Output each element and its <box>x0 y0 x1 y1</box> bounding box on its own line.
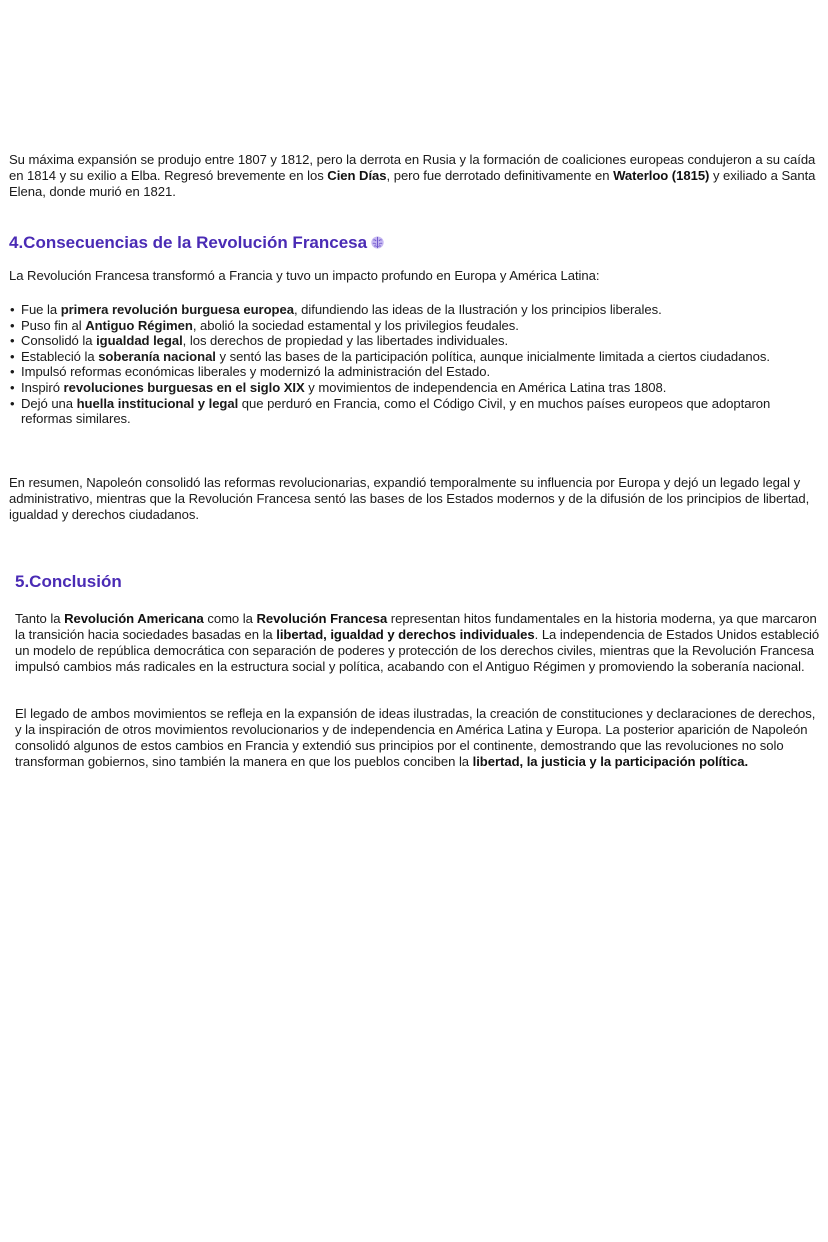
bold-libertad-igualdad: libertad, igualdad y derechos individuales <box>276 627 535 642</box>
bullet-dot: • <box>10 364 15 380</box>
list-item: • Impulsó reformas económicas liberales y modernizó la administración del Estado. <box>10 364 491 380</box>
bullet-dot: • <box>10 302 15 317</box>
bullet-dot: • <box>10 348 15 364</box>
intro-bold-cien-dias: Cien Días <box>327 168 387 183</box>
list-item: • Dejó una huella institucional y legal que perduró en Francia, como el Código Civil, y en muchos países europeos que adoptaron reformas similares. <box>10 395 771 427</box>
brain-icon <box>370 235 385 250</box>
section-4-heading <box>9 232 385 254</box>
section-4-summary <box>9 475 821 523</box>
section-4-heading-text: 4.Consecuencias de la Revolución Francesa <box>9 233 368 252</box>
section-4-bullet-list <box>9 302 809 427</box>
bullet-dot: • <box>10 333 15 349</box>
section-5-paragraph-1: Tanto la Revolución Americana como la Revolución Francesa representan hitos fundamentales en la historia moderna, ya que marcaron la transición hacia sociedades basadas en la libertad, igualdad y derechos individuales. La independencia de Estados Unidos estableció un modelo de república democrática con separación de poderes y protección de los derechos civiles, mientras que la Revolución Francesa impulsó cambios más radicales en la estructura social y política, acabando con el Antiguo Régimen y promoviendo la soberanía nacional. <box>15 611 820 674</box>
intro-paragraph <box>9 152 821 200</box>
bullet-dot: • <box>10 317 15 333</box>
list-item: • Consolidó la igualdad legal, los derechos de propiedad y las libertades individuales. <box>10 333 509 349</box>
bullet-dot: • <box>10 379 15 395</box>
intro-text-3: y exiliado a Santa Elena, donde murió en 1821. <box>9 168 816 199</box>
bold-revolucion-francesa: Revolución Francesa <box>256 611 388 626</box>
bold-libertad-justicia: libertad, la justicia y la participación política. <box>472 754 749 769</box>
list-item: • Estableció la soberanía nacional y sentó las bases de la participación política, aunque inicialmente limitada a ciertos ciudadanos. <box>10 348 770 364</box>
section-4-lead <box>9 268 821 284</box>
section-5-heading-text: 5.Conclusión <box>15 572 122 591</box>
intro-text-1: Su máxima expansión se produjo entre 1807 y 1812, pero la derrota en Rusia y la formación de coaliciones europeas condujeron a su caída en 1814 y su exilio a Elba. Regresó brevemente en los <box>9 152 816 183</box>
list-item: • Fue la primera revolución burguesa europea, difundiendo las ideas de la Ilustración y los principios liberales. <box>10 302 662 317</box>
section-5-paragraph-2: El legado de ambos movimientos se refleja en la expansión de ideas ilustradas, la creación de constituciones y declaraciones de derechos, y la inspiración de otros movimientos revolucionarios y de independencia en América Latina y Europa. La posterior aparición de Napoleón consolidó algunos de estos cambios en Francia y extendió sus principios por el continente, demostrando que las revoluciones no solo transforman gobiernos, sino también la manera en que los pueblos conciben la libertad, la justicia y la participación política. <box>15 706 816 769</box>
section-4-lead-text: La Revolución Francesa transformó a Francia y tuvo un impacto profundo en Europa y América Latina: <box>9 268 600 283</box>
bullet-dot: • <box>10 395 15 411</box>
list-item: • Inspiró revoluciones burguesas en el siglo XIX y movimientos de independencia en América Latina tras 1808. <box>10 379 667 395</box>
section-5-heading <box>15 571 122 593</box>
intro-text-2: , pero fue derrotado definitivamente en <box>386 168 614 183</box>
list-item: • Puso fin al Antiguo Régimen, abolió la sociedad estamental y los privilegios feudales. <box>10 317 519 333</box>
bold-revolucion-americana: Revolución Americana <box>64 611 204 626</box>
intro-bold-waterloo: Waterloo (1815) <box>613 168 710 183</box>
section-4-summary-text: En resumen, Napoleón consolidó las reformas revolucionarias, expandió temporalmente su influencia por Europa y dejó un legado legal y administrativo, mientras que la Revolución Francesa sentó las bases de los Estados modernos y de la difusión de los principios de libertad, igualdad y derechos ciudadanos. <box>9 475 810 522</box>
